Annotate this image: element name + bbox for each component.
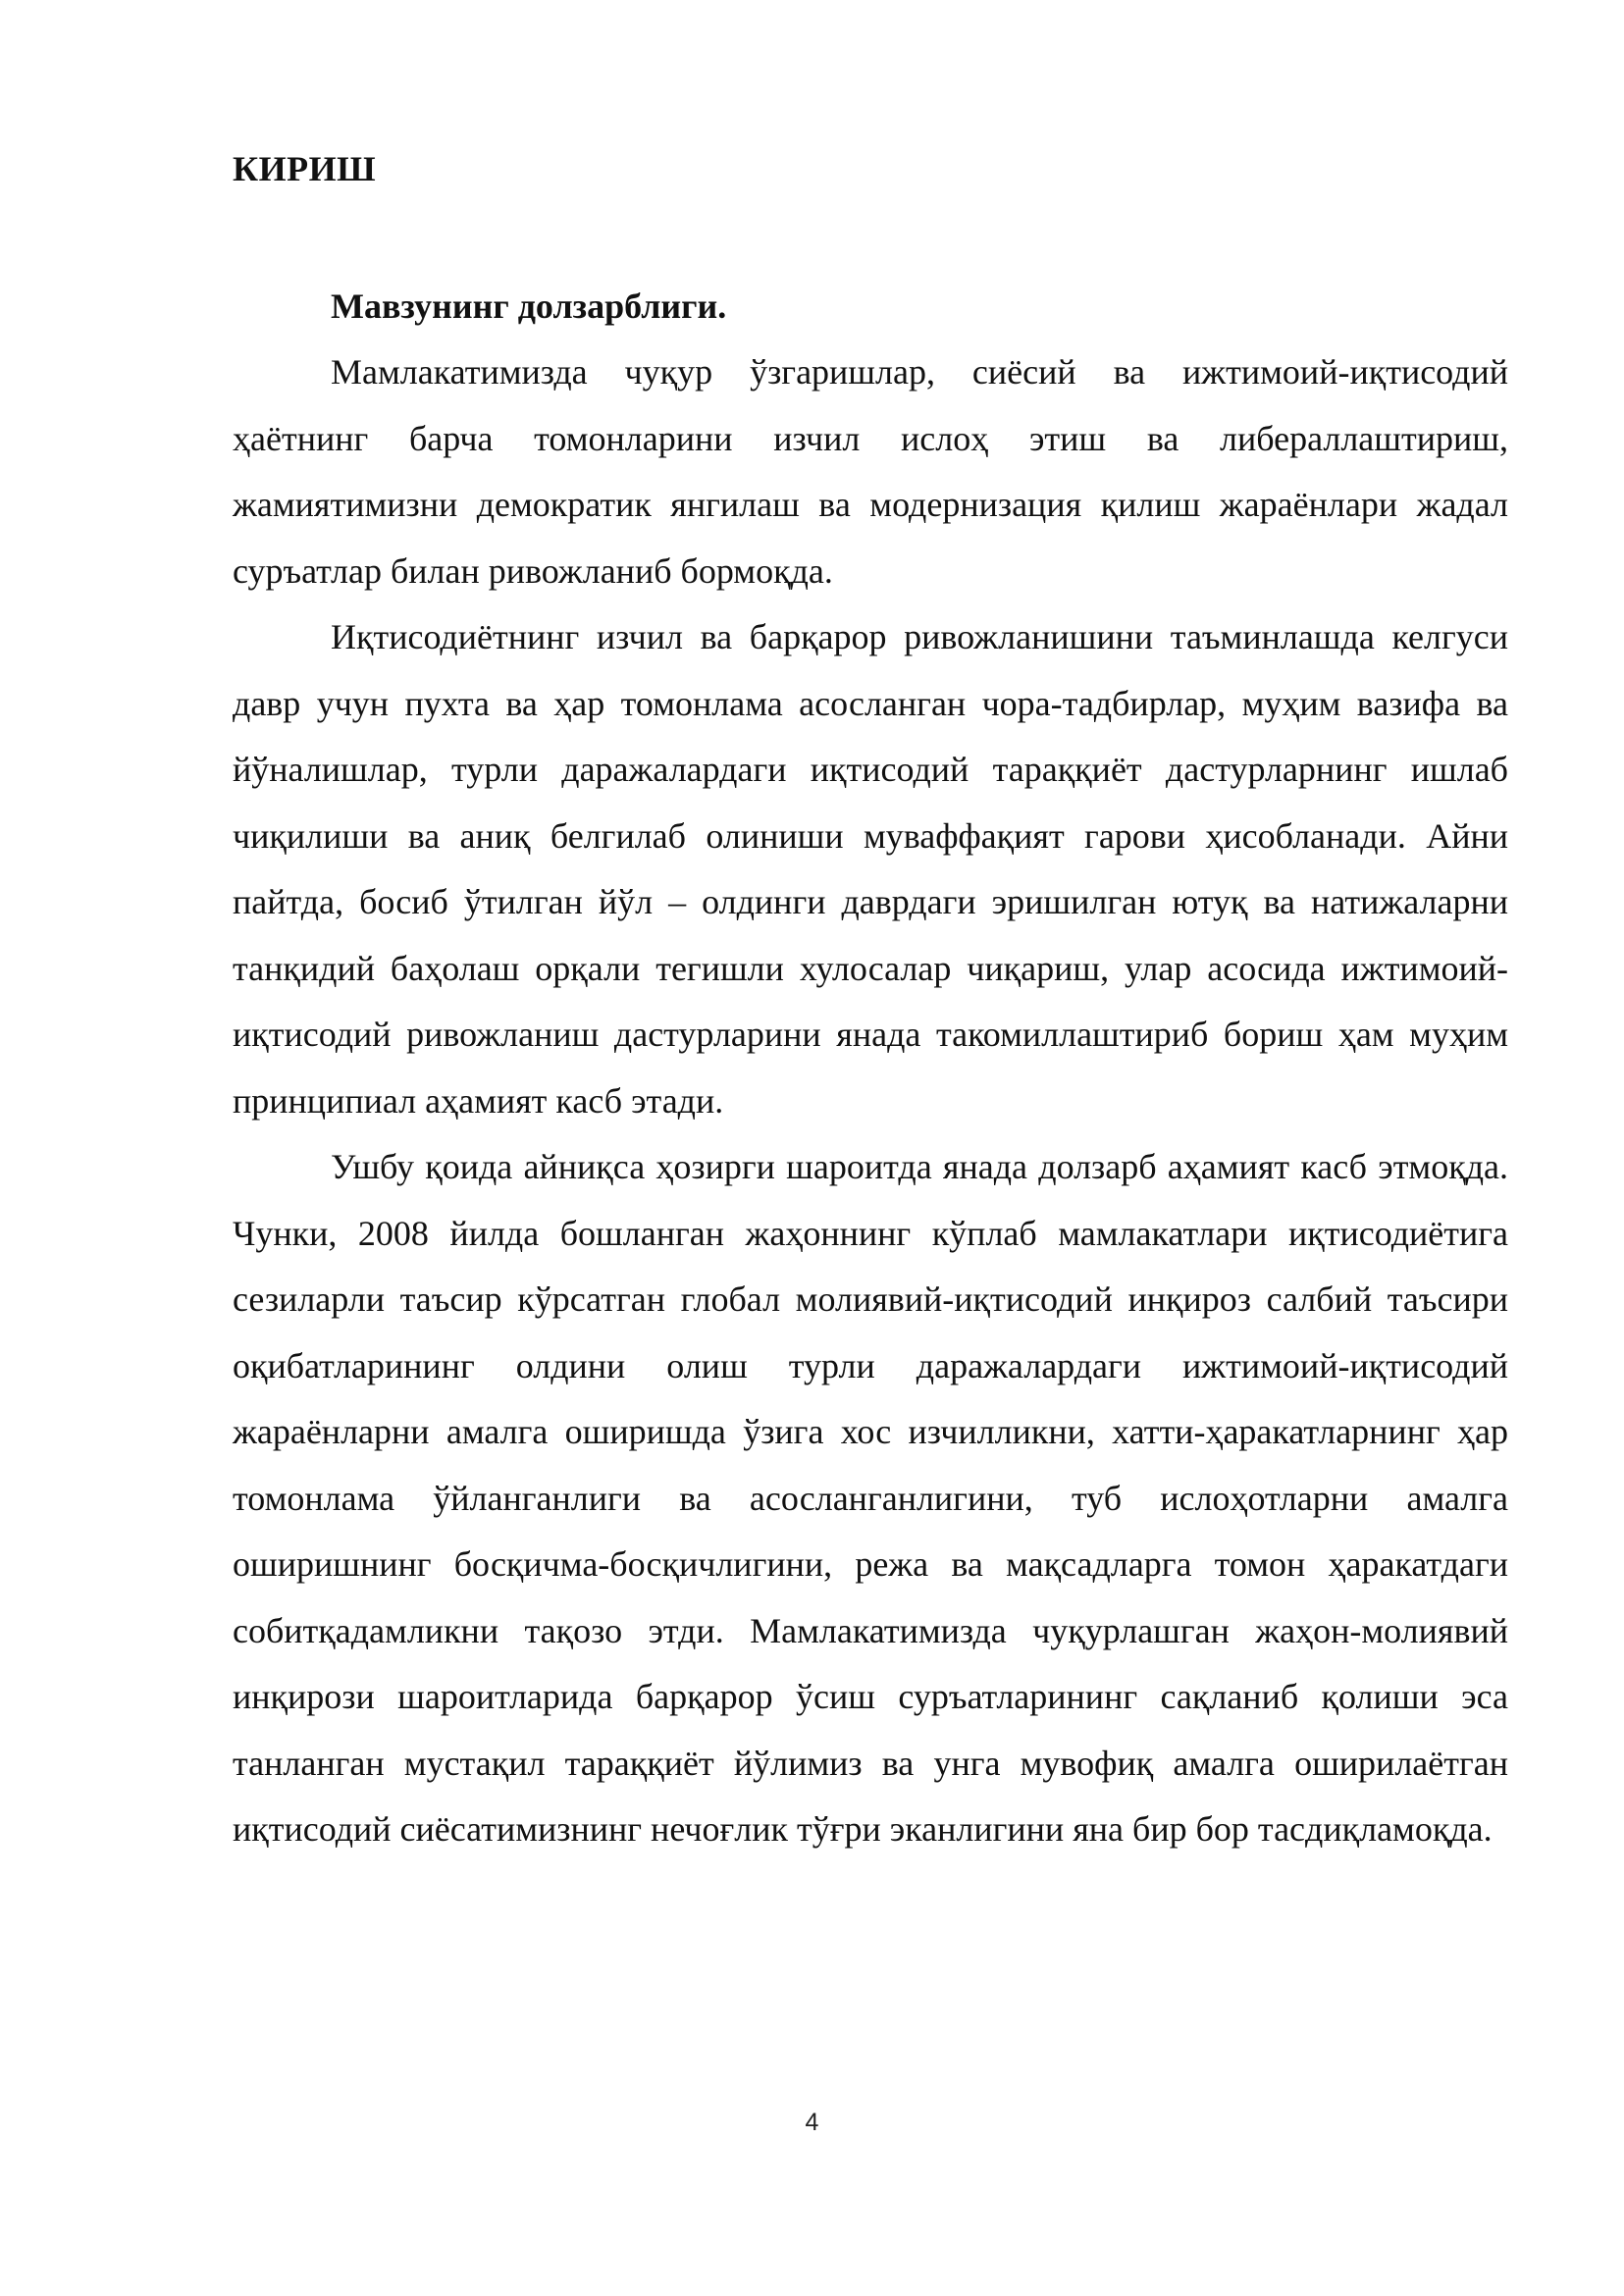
- section-heading: Мавзунинг долзарблиги.: [331, 287, 727, 326]
- chapter-title: КИРИШ: [233, 149, 377, 188]
- page-content: [233, 147, 1508, 1863]
- paragraph-2: Иқтисодиётнинг изчил ва барқарор ривожланишини таъминлашда келгуси давр учун пухта ва ҳар томонлама асосланган чора-тадбирлар, муҳим вазифа ва йўналишлар, турли даражалардаги иқтисодий тараққиёт дастурларнинг ишлаб чиқилиши ва аниқ белгилаб олиниши муваффақият гарови ҳисобланади. Айни пайтда, босиб ўтилган йўл – олдинги даврдаги эришилган ютуқ ва натижаларни танқидий баҳолаш орқали тегишли хулосалар чиқариш, улар асосида ижтимоий-иқтисодий ривожланиш дастурларини янада такомиллаштириб бориш ҳам муҳим принципиал аҳамият касб этади.: [233, 617, 1508, 1121]
- paragraph-3: Ушбу қоида айниқса ҳозирги шароитда янада долзарб аҳамият касб этмоқда. Чунки, 2008 йилда бошланган жаҳоннинг кўплаб мамлакатлари иқтисодиётига сезиларли таъсир кўрсатган глобал молиявий-иқтисодий инқироз салбий таъсири оқибатларининг олдини олиш турли даражалардаги ижтимоий-иқтисодий жараёнларни амалга оширишда ўзига хос изчилликни, хатти-ҳаракатларнинг ҳар томонлама ўйланганлиги ва асосланганлигини, туб ислоҳотларни амалга оширишнинг босқичма-босқичлигини, режа ва мақсадларга томон ҳаракатдаги собитқадамликни тақозо этди. Мамлакатимизда чуқурлашган жаҳон-молиявий инқирози шароитларида барқарор ўсиш суръатларининг сақланиб қолиши эса танланган мустақил тараққиёт йўлимиз ва унга мувофиқ амалга оширилаётган иқтисодий сиёсатимизнинг нечоғлик тўғри эканлигини яна бир бор тасдиқламоқда.: [233, 1147, 1508, 1849]
- paragraph-1: Мамлакатимизда чуқур ўзгаришлар, сиёсий ва ижтимоий-иқтисодий ҳаётнинг барча томонларини изчил ислоҳ этиш ва либераллаштириш, жамиятимизни демократик янгилаш ва модернизация қилиш жараёнлари жадал суръатлар билан ривожланиб бормоқда.: [233, 352, 1508, 591]
- page-number: 4: [805, 2109, 819, 2136]
